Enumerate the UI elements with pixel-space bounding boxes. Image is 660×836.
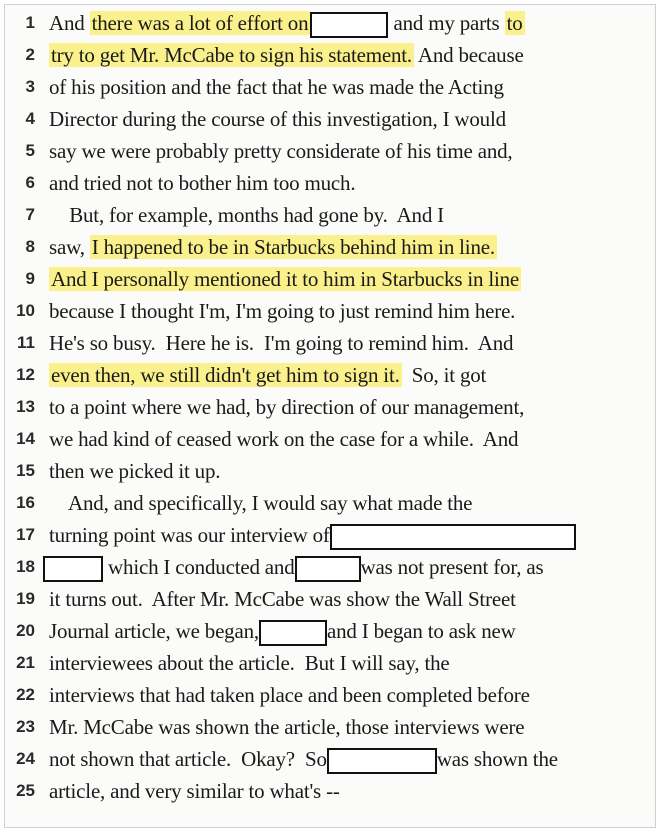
- line-number: 13: [16, 397, 35, 416]
- redaction-box: [43, 556, 103, 582]
- highlighted-text: And I personally mentioned it to him in Starbucks in line: [51, 267, 520, 291]
- transcript-line: [5, 679, 655, 711]
- transcript-line: [5, 391, 655, 423]
- transcript-page: [4, 4, 656, 828]
- line-number: 8: [25, 237, 35, 256]
- line-text: Director during the course of this investigation, I would: [49, 107, 506, 131]
- line-text: interviewees about the article. But I will say, the: [49, 651, 450, 675]
- transcript-line: [5, 199, 655, 231]
- line-text-part: which I conducted and: [103, 555, 295, 579]
- transcript-line: [5, 263, 655, 295]
- line-text-part: saw,: [49, 235, 90, 259]
- line-number: 14: [16, 429, 35, 448]
- line-text: [49, 743, 558, 775]
- line-text: to a point where we had, by direction of our management,: [49, 395, 525, 419]
- line-text-part: was not present for, as: [360, 555, 544, 579]
- line-text: [49, 615, 516, 647]
- redaction-box: [327, 748, 437, 774]
- highlighted-text: even then, we still didn't get him to sign it.: [51, 363, 400, 387]
- line-number: 2: [25, 45, 35, 64]
- transcript-line: [5, 455, 655, 487]
- line-text: [43, 551, 543, 583]
- line-number: 9: [25, 269, 35, 288]
- transcript-line: [5, 359, 655, 391]
- highlighted-text: try to get Mr. McCabe to sign his statement.: [51, 43, 412, 67]
- transcript-line: [5, 519, 655, 551]
- line-text: And, and specifically, I would say what made the: [49, 491, 473, 515]
- redaction-box: [310, 12, 388, 38]
- line-number: 1: [25, 13, 35, 32]
- line-number: 21: [16, 653, 35, 672]
- transcript-line: [5, 39, 655, 71]
- highlighted-text: to: [506, 11, 523, 35]
- line-text-part: and my parts: [388, 11, 505, 35]
- line-number: 19: [16, 589, 35, 608]
- line-text: [49, 7, 525, 39]
- transcript-line: [5, 295, 655, 327]
- transcript-line: [5, 743, 655, 775]
- line-text: and tried not to bother him too much.: [49, 171, 356, 195]
- line-number: 24: [16, 749, 35, 768]
- line-number: 17: [16, 525, 35, 544]
- transcript-line: [5, 167, 655, 199]
- line-text: because I thought I'm, I'm going to just remind him here.: [49, 299, 516, 323]
- line-number: 22: [16, 685, 35, 704]
- line-number: 3: [25, 77, 35, 96]
- transcript-line: [5, 615, 655, 647]
- line-number: 16: [16, 493, 35, 512]
- line-text-part: And: [49, 11, 90, 35]
- line-text: [49, 519, 576, 551]
- transcript-line: [5, 7, 655, 39]
- line-text: it turns out. After Mr. McCabe was show the Wall Street: [49, 587, 516, 611]
- line-number: 18: [16, 557, 35, 576]
- line-text: of his position and the fact that he was made the Acting: [49, 75, 504, 99]
- line-number: 6: [25, 173, 35, 192]
- line-number: 20: [16, 621, 35, 640]
- transcript-line: [5, 551, 655, 583]
- transcript-line: [5, 327, 655, 359]
- line-text: [49, 263, 521, 295]
- line-number: 11: [17, 333, 35, 352]
- transcript-line: [5, 647, 655, 679]
- line-text: [49, 359, 486, 391]
- line-number: 25: [16, 781, 35, 800]
- line-text: He's so busy. Here he is. I'm going to remind him. And: [49, 331, 514, 355]
- line-text: [49, 39, 524, 71]
- line-text-part: turning point was our interview of: [49, 523, 330, 547]
- redaction-box: [330, 524, 576, 550]
- line-text-part: not shown that article. Okay? So: [49, 747, 327, 771]
- line-text: But, for example, months had gone by. And I: [49, 203, 444, 227]
- transcript-line: [5, 103, 655, 135]
- transcript-line: [5, 583, 655, 615]
- line-number: 7: [25, 205, 35, 224]
- line-text: we had kind of ceased work on the case for a while. And: [49, 427, 519, 451]
- transcript-line: [5, 487, 655, 519]
- line-text: say we were probably pretty considerate of his time and,: [49, 139, 513, 163]
- line-text-part: And because: [414, 43, 524, 67]
- line-text: article, and very similar to what's --: [49, 779, 340, 803]
- redaction-box: [295, 556, 361, 582]
- line-text: Mr. McCabe was shown the article, those interviews were: [49, 715, 525, 739]
- line-text-part: So, it got: [401, 363, 487, 387]
- line-number: 15: [16, 461, 35, 480]
- line-number: 12: [16, 365, 35, 384]
- transcript-line: [5, 71, 655, 103]
- line-number: 4: [25, 109, 35, 128]
- line-text: interviews that had taken place and been completed before: [49, 683, 530, 707]
- line-text-part: and I began to ask new: [326, 619, 516, 643]
- transcript-line: [5, 711, 655, 743]
- line-text: then we picked it up.: [49, 459, 221, 483]
- line-number: 23: [16, 717, 35, 736]
- transcript-line: [5, 231, 655, 263]
- line-text-part: Journal article, we began,: [49, 619, 259, 643]
- highlighted-text: I happened to be in Starbucks behind him in line.: [91, 235, 495, 259]
- line-text: [49, 231, 497, 263]
- transcript-line: [5, 135, 655, 167]
- line-number: 5: [25, 141, 35, 160]
- line-number: 10: [16, 301, 35, 320]
- line-text-part: was shown the: [436, 747, 558, 771]
- transcript-line: [5, 775, 655, 807]
- redaction-box: [259, 620, 327, 646]
- highlighted-text: there was a lot of effort on: [91, 11, 309, 35]
- transcript-line: [5, 423, 655, 455]
